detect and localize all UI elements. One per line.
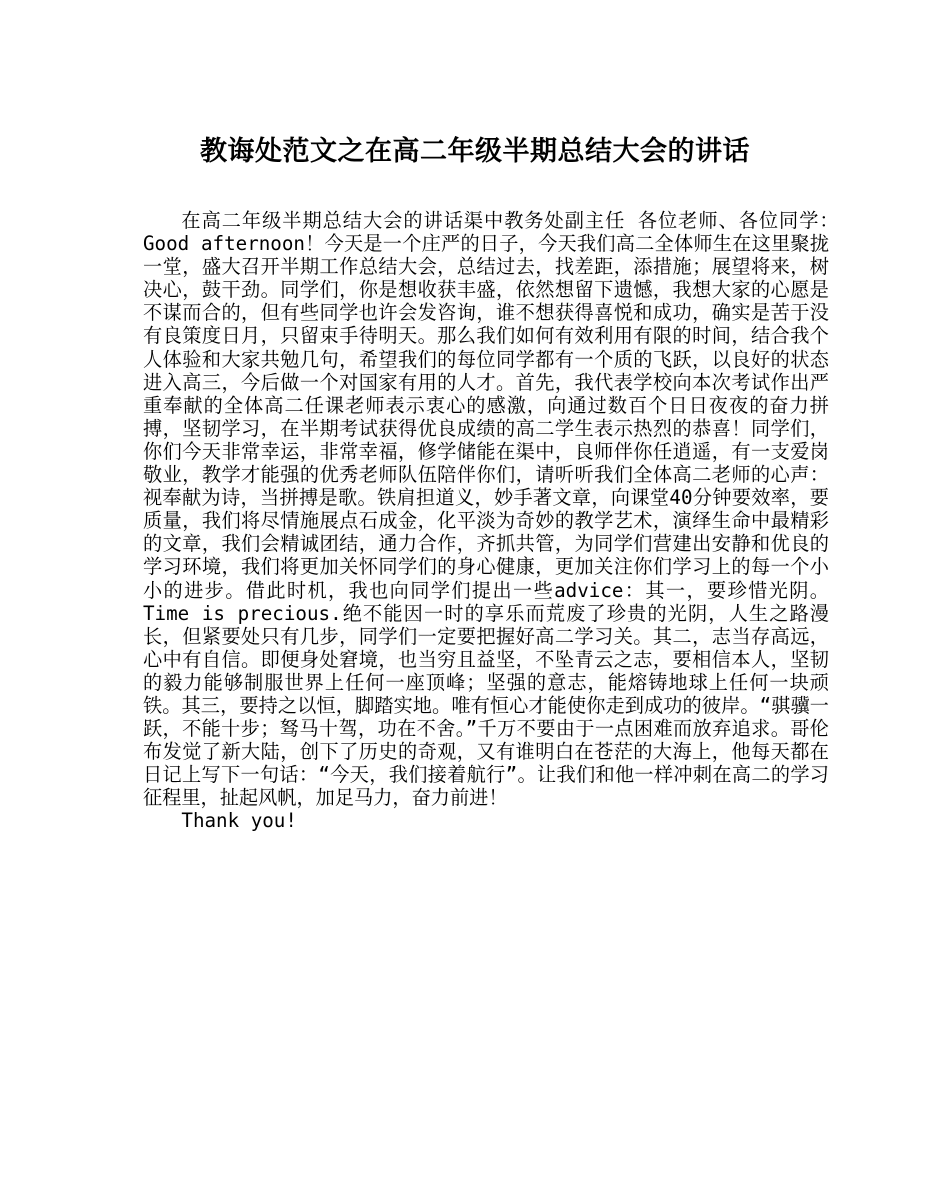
document-body <box>143 209 887 833</box>
body-paragraph-speech: 在高二年级半期总结大会的讲话渠中教务处副主任 各位老师、各位同学： Good afternoon！今天是一个庄严的日子，今天我们高二全体师生在这里聚拢一堂，盛大召开半期工作总结大会，总结过去，找差距，添措施；展望将来，树决心，鼓干劲。同学们，你是想收获丰盛，依然想留下遗憾，我想大家的心愿是不谋而合的，但有些同学也许会发咨询，谁不想获得喜悦和成功，确实是苦于没有良策度日月，只留束手待明天。那么我们如何有效利用有限的时间，结合我个人体验和大家共勉几句，希望我们的每位同学都有一个质的飞跃，以良好的状态进入高三，今后做一个对国家有用的人才。首先，我代表学校向本次考试作出严重奉献的全体高二任课老师表示衷心的感激，向通过数百个日日夜夜的奋力拼搏，坚韧学习，在半期考试获得优良成绩的高二学生表示热烈的恭喜！同学们，你们今天非常幸运，非常幸福，修学储能在渠中，良师伴你任逍遥，有一支爱岗敬业，教学才能强的优秀老师队伍陪伴你们，请听听我们全体高二老师的心声：视奉献为诗，当拼搏是歌。铁肩担道义，妙手著文章，向课堂40分钟要效率，要质量，我们将尽情施展点石成金，化平淡为奇妙的教学艺术，演绎生命中最精彩的文章，我们会精诚团结，通力合作，齐抓共管，为同学们营建出安静和优良的学习环境，我们将更加关怀同学们的身心健康，更加关注你们学习上的每一个小小的进步。借此时机，我也向同学们提出一些advice：其一，要珍惜光阴。Time is precious.绝不能因一时的享乐而荒废了珍贵的光阴，人生之路漫长，但紧要处只有几步，同学们一定要把握好高二学习关。其二，志当存高远，心中有自信。即便身处窘境，也当穷且益坚，不坠青云之志，要相信本人，坚韧的毅力能够制服世界上任何一座顶峰；坚强的意志，能熔铸地球上任何一块顽铁。其三，要持之以恒，脚踏实地。唯有恒心才能使你走到成功的彼岸。“骐骥一跃，不能十步；驽马十驾，功在不舍。”千万不要由于一点困难而放弃追求。哥伦布发觉了新大陆，创下了历史的奇观，又有谁明白在苍茫的大海上，他每天都在日记上写下一句话：“今天，我们接着航行”。让我们和他一样冲刺在高二的学习征程里，扯起风帆，加足马力，奋力前进！ <box>143 209 887 810</box>
body-paragraph-closing: Thank you! <box>181 809 297 833</box>
document-title: 教诲处范文之在高二年级半期总结大会的讲话 <box>200 136 750 167</box>
